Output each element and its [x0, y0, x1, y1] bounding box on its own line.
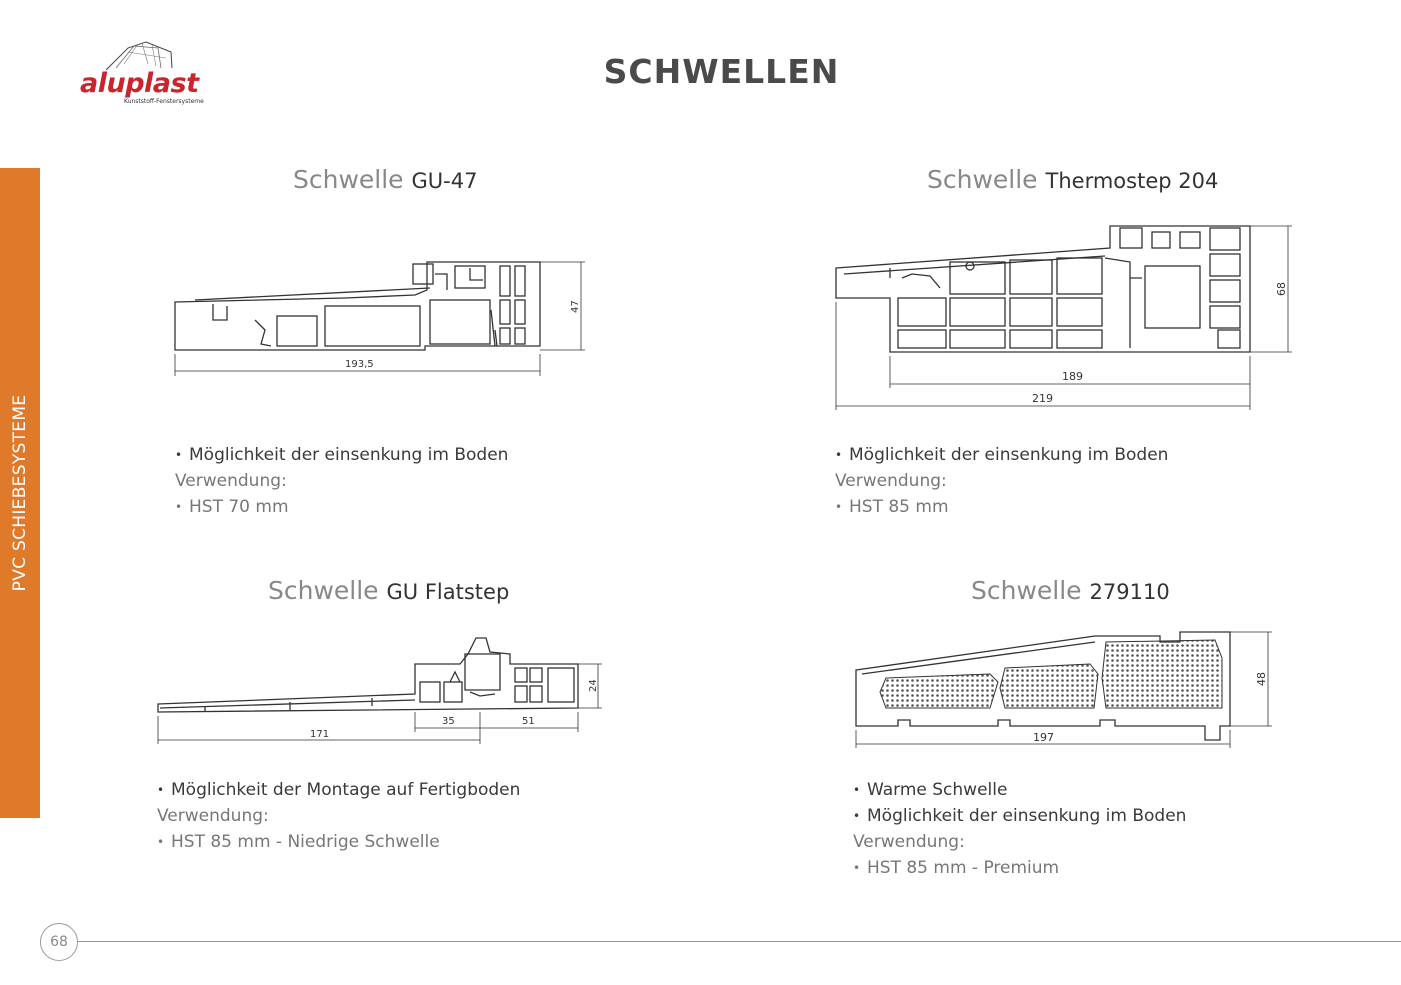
usage-text: HST 85 mm - Niedrige Schwelle [171, 832, 440, 852]
footer-divider [78, 941, 1401, 942]
title-prefix: Schwelle [927, 165, 1038, 194]
section-bullets-thermostep [835, 442, 1168, 520]
title-name: GU Flatstep [386, 580, 510, 604]
bullet-text: Möglichkeit der einsenkung im Boden [867, 806, 1187, 826]
title-name: 279110 [1089, 580, 1170, 604]
dim-height: 48 [1255, 672, 1268, 686]
usage-item: • HST 85 mm - Premium [853, 858, 1060, 878]
dim-height: 68 [1275, 282, 1288, 296]
dim-inner: 189 [1062, 370, 1083, 383]
title-name: GU-47 [411, 169, 478, 193]
title-prefix: Schwelle [293, 165, 404, 194]
usage-label: Verwendung: [175, 471, 287, 491]
dim-width: 193,5 [345, 359, 374, 370]
usage-item: • HST 85 mm [835, 497, 949, 517]
dim-b: 51 [522, 716, 535, 727]
page-title: SCHWELLEN [603, 52, 840, 91]
title-prefix: Schwelle [268, 576, 379, 605]
bullet-text: Möglichkeit der einsenkung im Boden [849, 445, 1169, 465]
side-label: PVC SCHIEBESYSTEME [10, 394, 30, 592]
profile-drawing-flatstep [150, 632, 610, 747]
dim-height: 47 [570, 300, 581, 313]
usage-label: Verwendung: [157, 806, 269, 826]
brand-tagline: Kunststoff-Fenstersysteme [124, 98, 204, 105]
bullet-item: • Möglichkeit der einsenkung im Boden [175, 445, 509, 465]
section-bullets-flatstep [157, 777, 520, 855]
section-bullets-gu47 [175, 442, 508, 520]
usage-text: HST 85 mm - Premium [867, 858, 1060, 878]
section-title-gu47 [293, 165, 477, 194]
page-number: 68 [40, 923, 78, 961]
bullet-item: • Möglichkeit der Montage auf Fertigboden [157, 780, 521, 800]
title-prefix: Schwelle [971, 576, 1082, 605]
bullet-text: Möglichkeit der einsenkung im Boden [189, 445, 509, 465]
dim-width: 219 [1032, 392, 1053, 405]
bullet-item: • Möglichkeit der einsenkung im Boden [835, 445, 1169, 465]
dim-height: 24 [588, 679, 599, 692]
brand-name: aluplast [80, 68, 199, 99]
usage-text: HST 70 mm [189, 497, 289, 517]
bullet-item: • Warme Schwelle [853, 780, 1008, 800]
profile-drawing-gu47 [165, 250, 605, 380]
bullet-text: Möglichkeit der Montage auf Fertigboden [171, 780, 521, 800]
bullet-item: • Möglichkeit der einsenkung im Boden [853, 806, 1187, 826]
usage-item: • HST 70 mm [175, 497, 289, 517]
section-bullets-279110 [853, 777, 1186, 881]
profile-drawing-279110 [850, 628, 1280, 750]
dim-width: 171 [310, 729, 330, 740]
profile-drawing-thermostep [830, 218, 1300, 418]
section-title-279110 [971, 576, 1170, 605]
usage-item: • HST 85 mm - Niedrige Schwelle [157, 832, 440, 852]
section-title-flatstep [268, 576, 509, 605]
usage-text: HST 85 mm [849, 497, 949, 517]
dim-a: 35 [442, 716, 455, 727]
section-title-thermostep [927, 165, 1218, 194]
bullet-text: Warme Schwelle [867, 780, 1008, 800]
usage-label: Verwendung: [853, 832, 965, 852]
dim-width: 197 [1033, 731, 1054, 744]
title-name: Thermostep 204 [1045, 169, 1219, 193]
usage-label: Verwendung: [835, 471, 947, 491]
